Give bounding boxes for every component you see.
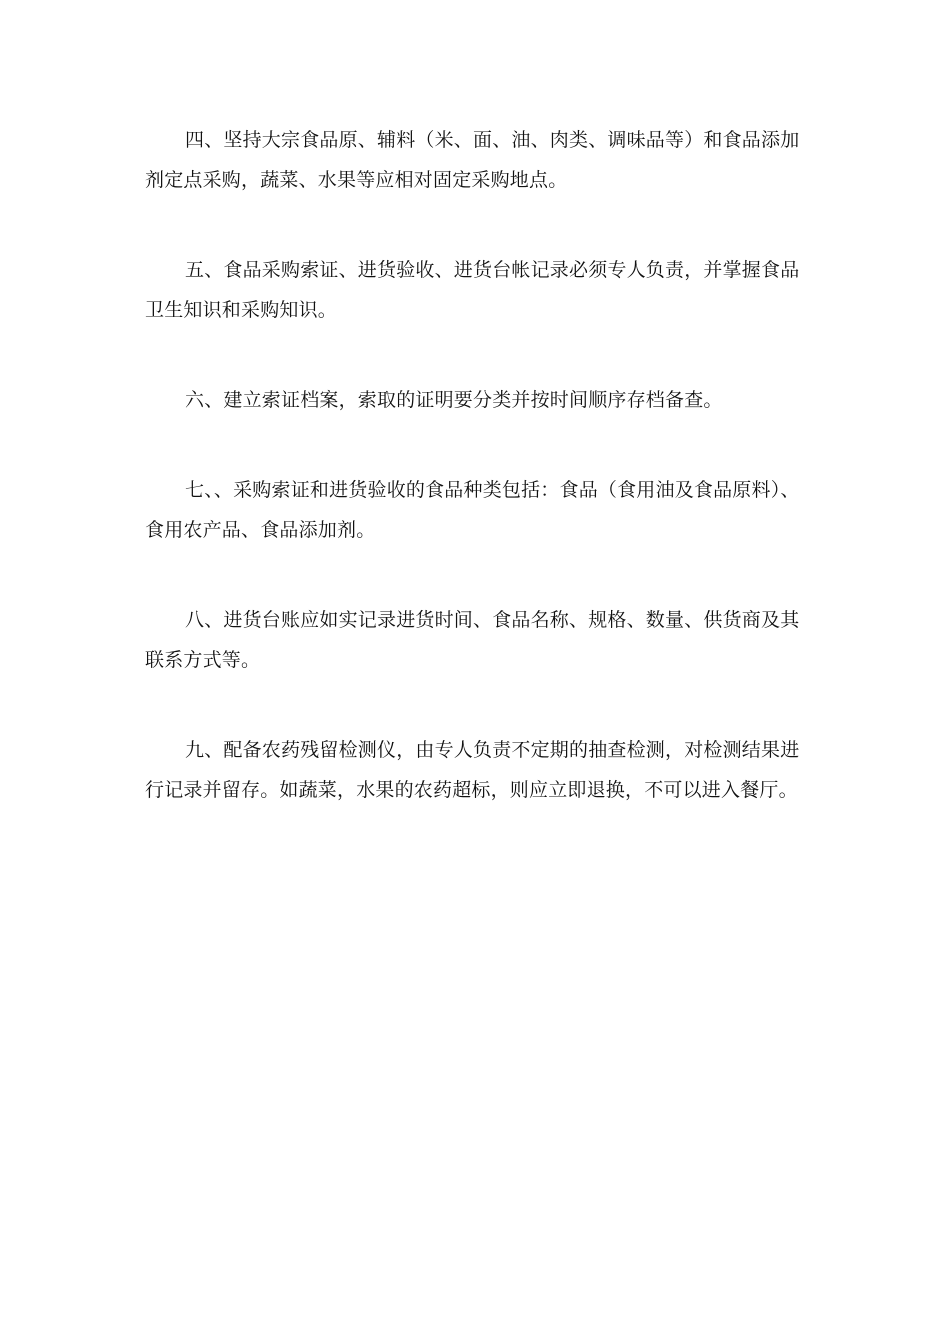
paragraph-line: 食用农产品、食品添加剂。 [145, 519, 376, 541]
paragraph-line: 联系方式等。 [145, 649, 261, 671]
paragraph-four [145, 120, 810, 200]
paragraph-line: 九、配备农药残留检测仪，由专人负责不定期的抽查检测，对检测结果进 [185, 739, 800, 761]
paragraph-line: 五、食品采购索证、进货验收、进货台帐记录必须专人负责，并掌握食品 [185, 259, 800, 281]
paragraph-line: 剂定点采购，蔬菜、水果等应相对固定采购地点。 [145, 169, 568, 191]
paragraph-seven [145, 470, 810, 550]
paragraph-line: 行记录并留存。如蔬菜，水果的农药超标，则应立即退换，不可以进入餐厅。 [145, 779, 798, 801]
paragraph-line: 六、建立索证档案，索取的证明要分类并按时间顺序存档备查。 [185, 389, 723, 411]
document-body [145, 120, 810, 860]
paragraph-six [145, 380, 810, 420]
paragraph-line: 七、、采购索证和进货验收的食品种类包括：食品（食用油及食品原料）、 [185, 479, 800, 501]
paragraph-nine [145, 730, 810, 810]
paragraph-five [145, 250, 810, 330]
paragraph-line: 八、进货台账应如实记录进货时间、食品名称、规格、数量、供货商及其 [185, 609, 800, 631]
paragraph-line: 卫生知识和采购知识。 [145, 299, 338, 321]
paragraph-line: 四、坚持大宗食品原、辅料（米、面、油、肉类、调味品等）和食品添加 [185, 129, 800, 151]
paragraph-eight [145, 600, 810, 680]
